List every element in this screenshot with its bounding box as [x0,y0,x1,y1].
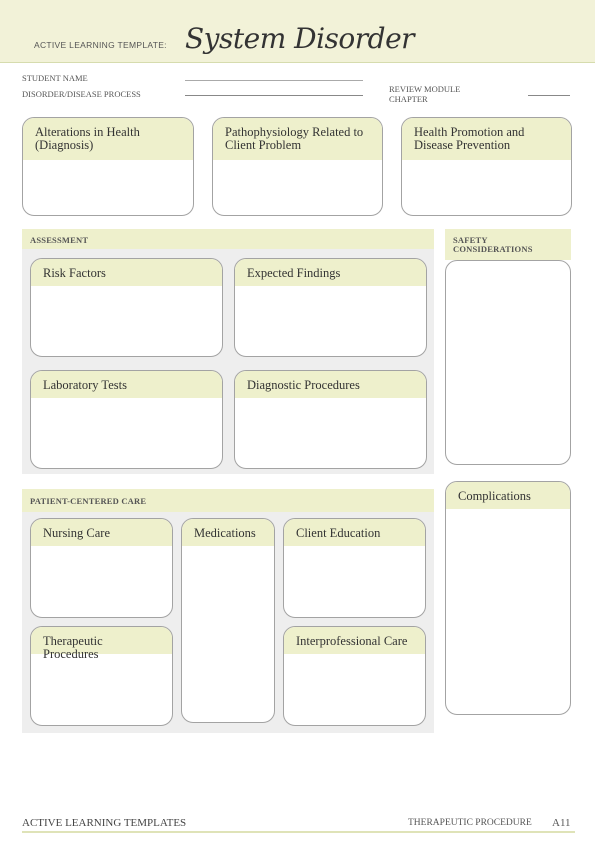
laboratory-tests-label: Laboratory Tests [31,371,222,398]
safety-considerations-box[interactable] [445,260,571,465]
review-module-label: REVIEW MODULE [389,84,461,94]
template-prefix: ACTIVE LEARNING TEMPLATE: [34,40,167,50]
medications-box[interactable] [181,518,275,723]
disorder-field[interactable] [185,95,363,96]
student-name-field[interactable] [185,80,363,81]
nursing-care-box[interactable] [30,518,173,618]
risk-factors-box[interactable] [30,258,223,357]
footer-left-text: ACTIVE LEARNING TEMPLATES [22,817,187,829]
patient-care-title: PATIENT-CENTERED CARE [30,496,147,506]
student-name-label: STUDENT NAME [22,73,88,83]
complications-label: Complications [446,482,570,509]
template-title: System Disorder [185,22,415,55]
assessment-header [22,229,434,249]
footer-code: A11 [552,817,571,829]
safety-title-line2: CONSIDERATIONS [453,244,533,254]
therapeutic-procedures-box[interactable] [30,626,173,726]
expected-findings-label: Expected Findings [235,259,426,286]
disorder-label: DISORDER/DISEASE PROCESS [22,89,141,99]
assessment-title: ASSESSMENT [30,235,89,245]
health-promotion-label: Health Promotion and Disease Prevention [402,118,571,160]
interprofessional-care-box[interactable] [283,626,426,726]
nursing-care-label: Nursing Care [31,519,172,546]
alterations-box[interactable] [22,117,194,216]
footer-divider [22,831,575,833]
diagnostic-procedures-box[interactable] [234,370,427,469]
pathophysiology-label: Pathophysiology Related to Client Problem [213,118,382,160]
pathophysiology-box[interactable] [212,117,383,216]
diagnostic-procedures-label: Diagnostic Procedures [235,371,426,398]
risk-factors-label: Risk Factors [31,259,222,286]
safety-title-line1: SAFETY [453,235,488,245]
alterations-label: Alterations in Health (Diagnosis) [23,118,193,160]
complications-box[interactable] [445,481,571,715]
review-module-field[interactable] [528,95,570,96]
safety-header [445,229,571,260]
client-education-label: Client Education [284,519,425,546]
patient-care-header [22,489,434,512]
expected-findings-box[interactable] [234,258,427,357]
chapter-label: CHAPTER [389,94,428,104]
footer-right-text: THERAPEUTIC PROCEDURE [408,818,532,828]
client-education-box[interactable] [283,518,426,618]
medications-label: Medications [182,519,274,546]
therapeutic-procedures-label: Therapeutic Procedures [31,627,172,654]
interprofessional-care-label: Interprofessional Care [284,627,425,654]
health-promotion-box[interactable] [401,117,572,216]
laboratory-tests-box[interactable] [30,370,223,469]
